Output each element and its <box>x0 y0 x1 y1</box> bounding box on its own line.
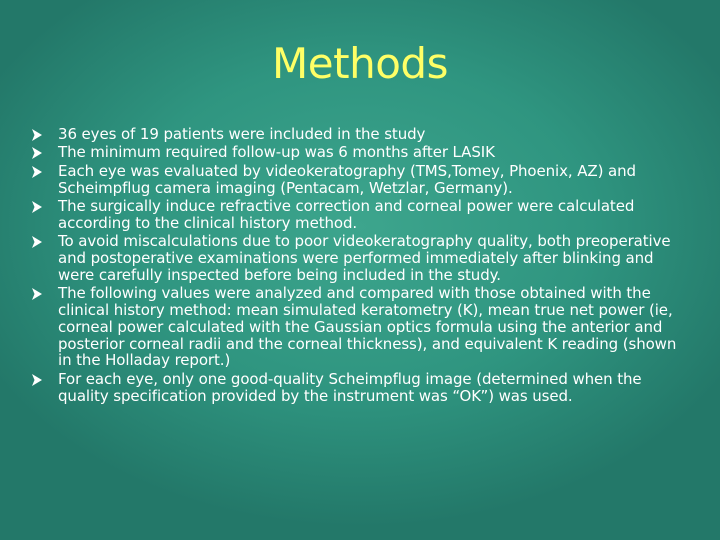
bullet-text: The following values were analyzed and compared with those obtained with the clinical history method: mean simulated keratometry (K), mean true net power (ie, corneal power calculated with the Gaussian optics formula using the anterior and posterior corneal radii and the corneal thickness), and equivalent K reading (shown in the Holladay report.) <box>58 284 677 370</box>
arrow-bullet-icon <box>32 201 42 213</box>
slide-title: Methods <box>272 39 448 88</box>
bullet-text: 36 eyes of 19 patients were included in the study <box>58 125 426 143</box>
bullet-item <box>32 285 692 369</box>
bullet-text: To avoid miscalculations due to poor videokeratography quality, both preoperative and postoperative examinations were performed immediately after blinking and were carefully inspected before being included in the study. <box>58 232 671 284</box>
bullet-item <box>32 233 692 283</box>
arrow-bullet-icon <box>32 147 42 159</box>
arrow-bullet-icon <box>32 129 42 141</box>
arrow-bullet-icon <box>32 374 42 386</box>
bullet-text: The surgically induce refractive correction and corneal power were calculated according to the clinical history method. <box>58 196 635 232</box>
bullet-text: Each eye was evaluated by videokeratography (TMS,Tomey, Phoenix, AZ) and Scheimpflug camera imaging (Pentacam, Wetzlar, Germany). <box>58 161 636 197</box>
bullet-list <box>32 126 692 406</box>
bullet-item <box>32 144 692 161</box>
bullet-item <box>32 371 692 405</box>
arrow-bullet-icon <box>32 166 42 178</box>
bullet-item <box>32 198 692 232</box>
bullet-text: For each eye, only one good-quality Scheimpflug image (determined when the quality specification provided by the instrument was “OK”) was used. <box>58 369 642 405</box>
arrow-bullet-icon <box>32 236 42 248</box>
bullet-item <box>32 163 692 197</box>
bullet-text: The minimum required follow-up was 6 months after LASIK <box>58 143 495 162</box>
arrow-bullet-icon <box>32 288 42 300</box>
bullet-item <box>32 126 692 143</box>
